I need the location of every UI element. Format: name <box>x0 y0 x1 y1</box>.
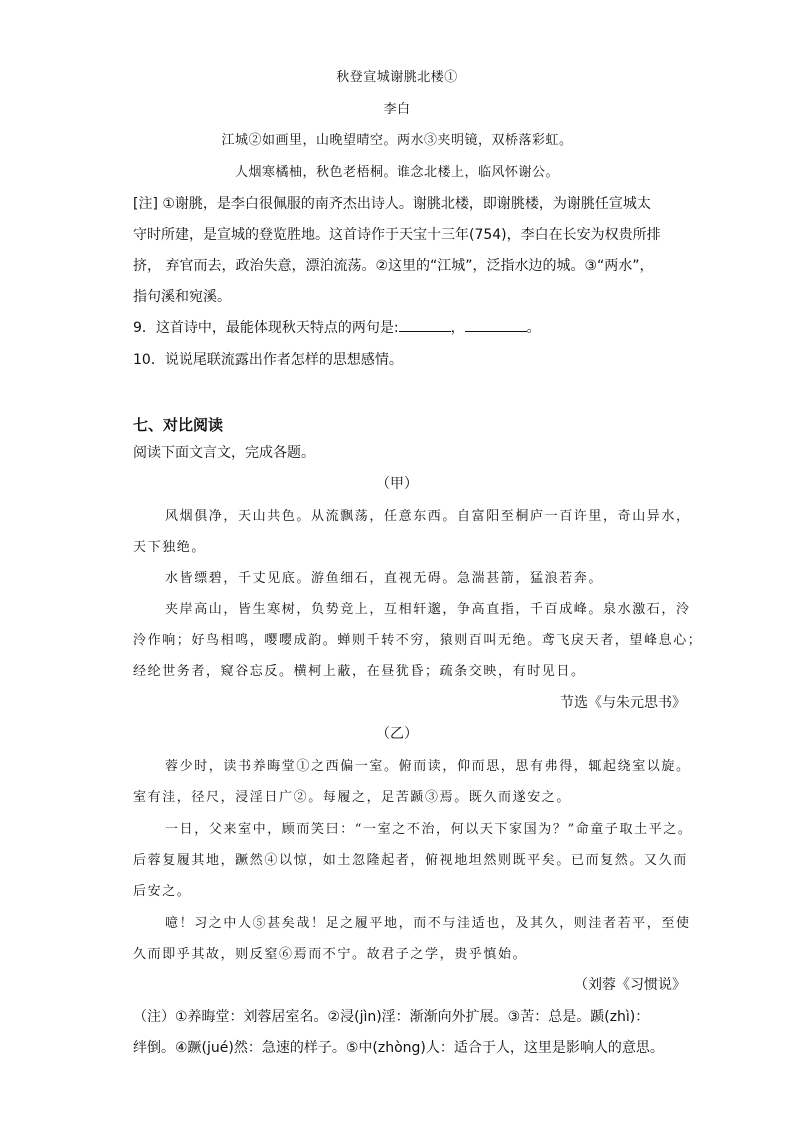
section-heading: 七、对比阅读 <box>133 416 224 434</box>
question-9-end: 。 <box>526 320 541 336</box>
poem-title: 秋登宣城谢朓北楼① <box>336 70 458 85</box>
passage-yi-notes-line-2: 绊倒。④蹶(jué)然：急速的样子。⑤中(zhòng)人：适合于人，这里是影响人的意思。 <box>133 1040 664 1056</box>
question-9-comma: ， <box>450 320 465 336</box>
passage-yi-line: 室有洼，径尺，浸淫日广②。每履之，足苦踬③焉。既久而遂安之。 <box>133 790 572 805</box>
passage-jia-label: （甲） <box>376 476 418 492</box>
poem-author: 李白 <box>383 102 411 117</box>
passage-yi-label: （乙） <box>376 726 418 742</box>
passage-yi-line: 久而即乎其故，则反窒⑥焉而不宁。故君子之学，贵乎慎始。 <box>133 947 528 962</box>
passage-yi-line: 一日，父来室中，顾而笑曰：“一室之不治，何以天下家国为？”命童子取土平之。 <box>165 822 693 837</box>
passage-yi-line: 后蓉复履其地，蹶然④以惊，如土忽隆起者，俯视地坦然则既平矣。已而复然。又久而 <box>133 853 688 868</box>
passage-yi-source: （刘蓉《习惯说》 <box>574 977 686 993</box>
passage-yi-line: 噫！习之中人⑤甚矣哉！足之履平地，而不与洼适也，及其久，则洼者若平，至使 <box>165 916 691 931</box>
passage-jia-line: 泠作响；好鸟相鸣，嘤嘤成韵。蝉则千转不穷，猿则百叫无绝。鸢飞戾天者，望峰息心； <box>133 633 703 648</box>
passage-jia-line: 夹岸高山，皆生寒树，负势竞上，互相轩邈，争高直指，千百成峰。泉水激石，泠 <box>165 602 691 617</box>
poem-note-line-2: 守时所建，是宣城的登览胜地。这首诗作于天宝十三年(754)，李白在长安为权贵所排 <box>133 227 661 243</box>
passage-jia-line: 水皆缥碧，千丈见底。游鱼细石，直视无碍。急湍甚箭，猛浪若奔。 <box>165 571 604 586</box>
passage-yi-line: 蓉少时，读书养晦堂①之西偏一室。俯而读，仰而思，思有弗得，辄起绕室以旋。 <box>165 759 691 774</box>
passage-jia-line: 风烟俱净，天山共色。从流飘荡，任意东西。自富阳至桐庐一百许里，奇山异水， <box>165 509 691 524</box>
poem-note-line-3: 挤， 弃官而去，政治失意，漂泊流荡。②这里的“江城”，泛指水边的城。③“两水”， <box>133 258 654 274</box>
poem-note-line-4: 指句溪和宛溪。 <box>133 289 231 305</box>
passage-jia-line: 天下独绝。 <box>133 540 207 555</box>
passage-jia-source: 节选《与朱元思书》 <box>560 695 686 711</box>
passage-yi-notes-line-1: （注）①养晦堂：刘蓉居室名。②浸(jìn)淫：渐渐向外扩展。③苦：总是。踬(zhì)： <box>133 1009 650 1025</box>
answer-blank-1[interactable] <box>399 318 451 332</box>
question-10: 10．说说尾联流露出作者怎样的思想感情。 <box>133 352 403 368</box>
question-9-text: 9．这首诗中，最能体现秋天特点的两句是: <box>133 320 399 336</box>
poem-note-line-1: [注] ①谢朓，是李白很佩服的南齐杰出诗人。谢朓北楼，即谢朓楼，为谢朓任宣城太 <box>133 196 651 212</box>
poem-line-2: 人烟寒橘柚，秋色老梧桐。谁念北楼上，临风怀谢公。 <box>234 165 559 180</box>
answer-blank-2[interactable] <box>465 318 527 332</box>
poem-line-1: 江城②如画里，山晚望晴空。两水③夹明镜，双桥落彩虹。 <box>221 133 573 148</box>
section-instruction: 阅读下面文言文，完成各题。 <box>133 445 315 461</box>
question-9 <box>133 317 541 337</box>
passage-yi-line: 后安之。 <box>133 884 192 899</box>
passage-jia-line: 经纶世务者，窥谷忘反。横柯上蔽，在昼犹昏；疏条交映，有时见日。 <box>133 664 586 679</box>
